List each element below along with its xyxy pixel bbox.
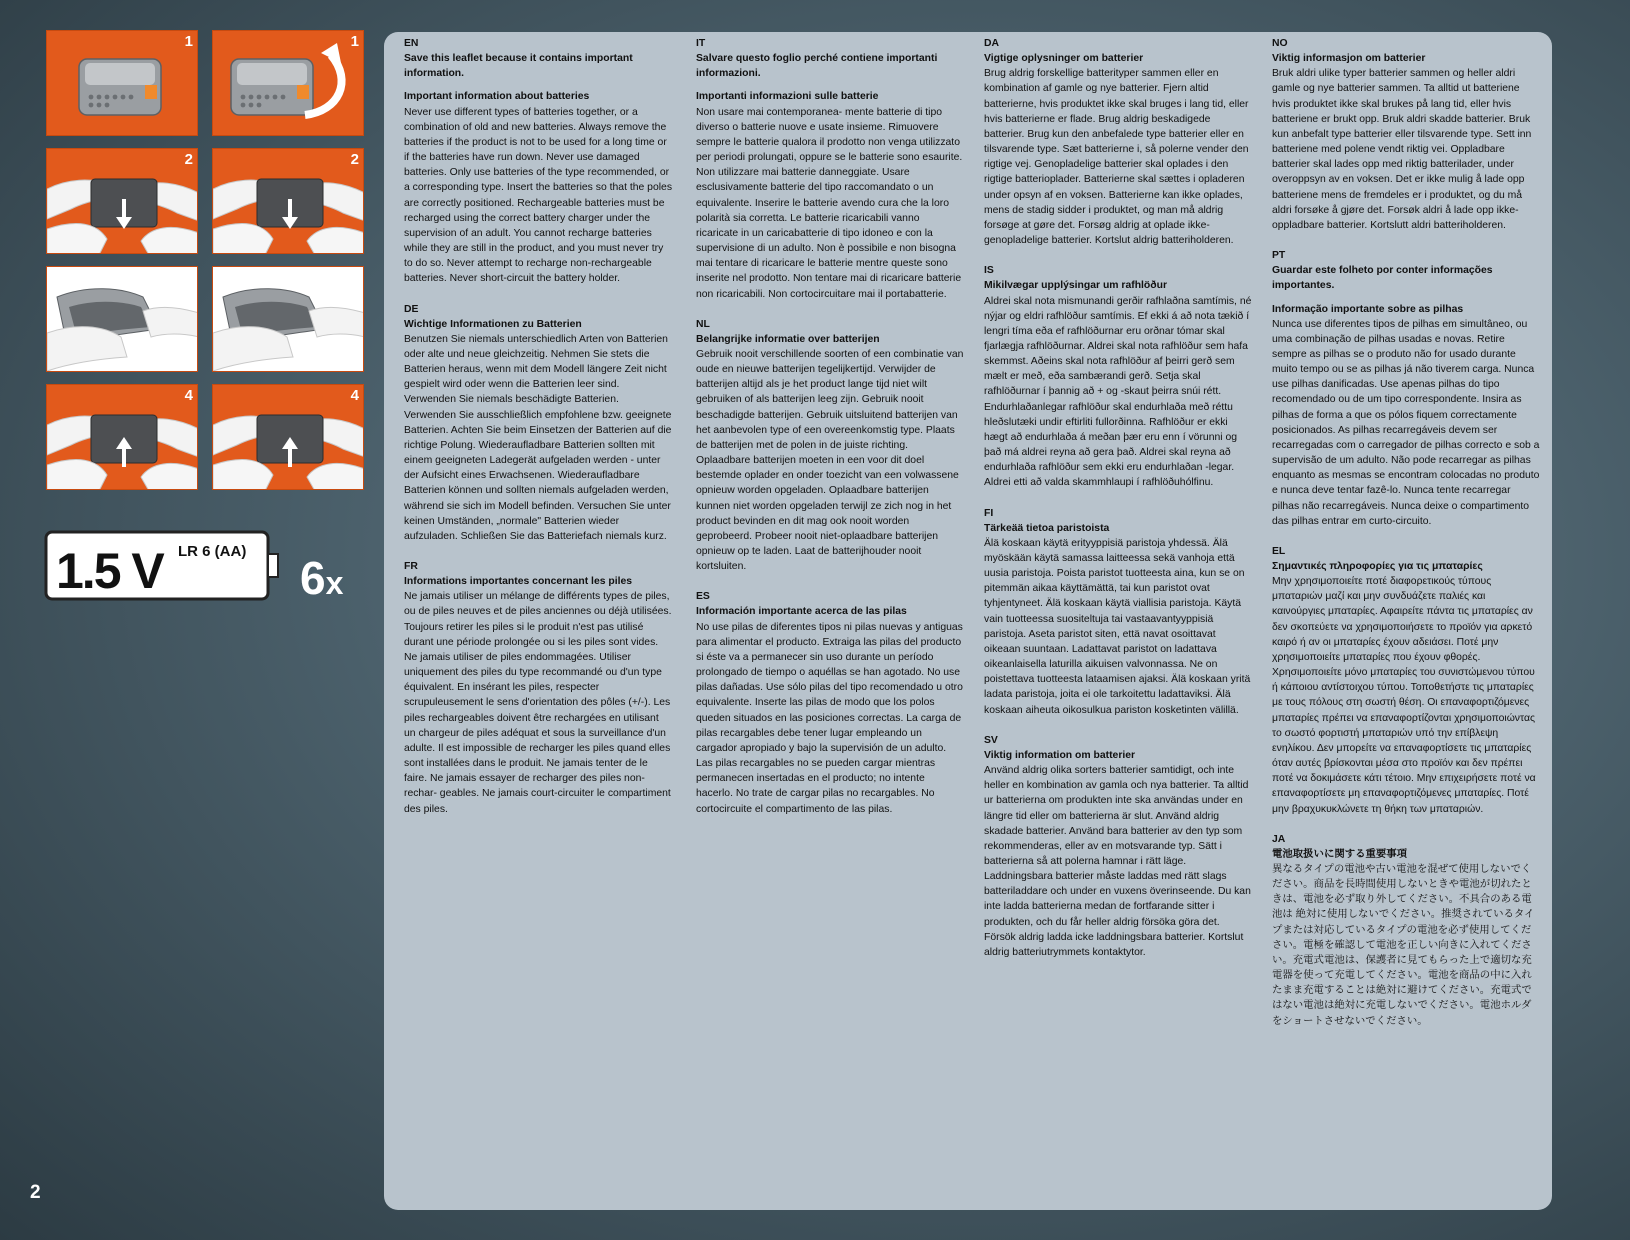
section-pt bbox=[1272, 248, 1540, 529]
language-code: ES bbox=[696, 591, 710, 603]
language-code: JA bbox=[1272, 833, 1286, 845]
section-fi bbox=[984, 506, 1252, 718]
section-title: Vigtige oplysninger om batterier bbox=[984, 53, 1144, 65]
language-code: NL bbox=[696, 318, 710, 330]
step-panel bbox=[212, 30, 364, 136]
step-panel bbox=[212, 148, 364, 254]
step-number: 3 bbox=[184, 269, 193, 286]
hands-slide-up-icon bbox=[47, 385, 198, 490]
text-column-3 bbox=[984, 36, 1252, 975]
page-number: 2 bbox=[30, 1182, 41, 1203]
text-column-4 bbox=[1272, 36, 1540, 1044]
section-body: Brug aldrig forskellige batterityper sammen eller en kombination af gamle og nye batterier. Fjern altid batterierne, hvis produktet ikke skal bruges i lang tid, eller hvis batterierne er flade. Brug aldrig beskadigede batterier. Brug kun den anbefalede type batterier eller en tilsvarende type. Sæt batterierne i, så polerne vender den rigtige vej. Genopladelige batterier skal oplades i den rigtige batterioplader. Batterierne skal sættes i opladeren under opsyn af en voksen. Batterierne kan ikke oplades, mens de stadig sidder i produktet, og man må aldrig forsøge at gøre det. Forsøg aldrig at oplade ikke-genopladelige batterier. Kortslut aldrig batteriholderen. bbox=[984, 68, 1249, 247]
hands-insert-batteries-icon bbox=[47, 267, 198, 372]
section-body: Benutzen Sie niemals unterschiedlich Arten von Batterien oder alte und neue gleichzeitig. Nehmen Sie stets die Batterien heraus, wenn mit dem Modell längere Zeit nicht gespielt wird oder wenn die Batterien leer sind. Verwenden Sie niemals beschädigte Batterien. Verwenden Sie ausschließlich empfohlene bzw. geeignete Batterien. Achten Sie beim Einsetzen der Batterien auf die richtige Polung. Wiederaufladbare Batterien sollten mit einem geeigneten Ladegerät aufgeladen werden - unter der Aufsicht eines Erwachsenen. Wiederaufladbare Batterien können und sollten niemals aufgeladen werden, während sie sich im Modell befinden. Versuchen Sie unter keinen Umständen, „normale" Batterien wieder aufzuladen. Schließen Sie das Batteriefach niemals kurz. bbox=[404, 333, 672, 542]
section-title: Important information about batteries bbox=[404, 91, 590, 103]
section-body: Använd aldrig olika sorters batterier samtidigt, och inte heller en kombination av gamla och nya batterier. Ta alltid ur batterierna om produkten inte ska användas under en längre tid eller om batterierna är slut. Använd aldrig skadade batterier. Använd bara batterier av den typ som rekommenderas, eller av en motsvarande typ. Sätt i batterierna så att polerna hamnar i rätt läge. Laddningsbara batterier måste laddas med rätt slags batteriladdare och under en vuxens överinseende. Du kan inte ladda batterierna medan de fortfarande sitter i produkten, och du får heller aldrig försöka göra det. Försök aldrig ladda icke laddningsbara batterier. Kortslut aldrig batteriutrymmets kontaktytor. bbox=[984, 765, 1251, 958]
section-body: Non usare mai contemporanea- mente batterie di tipo diverso o batterie nuove e usate insieme. Rimuovere sempre le batterie qualora il prodotto non venga utilizzato per periodi prolungati, oppure se le batterie sono esaurite. Non utilizzare mai batterie danneggiate. Usare esclusivamente batterie del tipo raccomandato o un equivalente. Inserire le batterie avendo cura che la loro polarità sia corretta. Le batterie ricaricabili vanno ricaricate in un caricabatterie di tipo idoneo e con la supervisione di un adulto. Non è possibile e non bisogna mai tentare di ricaricare le batterie mentre queste sono inserite nel prodotto. Non tentare mai di ricaricare batterie non ricaricabili. Non cortocircuitare mai il portabatterie. bbox=[696, 106, 963, 300]
battery-voltage: 1.5 V bbox=[56, 543, 163, 599]
step-number: 1 bbox=[184, 33, 193, 50]
section-no bbox=[1272, 36, 1540, 233]
step-panel bbox=[46, 30, 198, 136]
step-number: 4 bbox=[184, 387, 193, 404]
step-number: 2 bbox=[184, 151, 193, 168]
step-panel bbox=[46, 384, 198, 490]
section-title: Informations importantes concernant les piles bbox=[404, 576, 633, 588]
section-title: Información importante acerca de las pilas bbox=[696, 606, 907, 618]
section-body: Bruk aldri ulike typer batterier sammen og heller aldri gamle og nye batterier sammen. Ta alltid ut batteriene hvis produktet ikke skal brukes på lang tid, eller hvis batteriene er brukt opp. Bruk aldri skadde batterier. Bruk kun anbefalt type batterier eller tilsvarende type. Sett inn batteriene med polene vendt riktig vei. Oppladbare batterier skal lades opp med riktig batterilader, under overoppsyn av en voksen. Det er ikke mulig å lade opp batteriene mens de fremdeles er i produktet, og du må aldri forsøke å gjøre det. Forsøk aldri å lade opp ikke-oppladbare batterier. Kortslutt aldri batteriholderen. bbox=[1272, 68, 1532, 231]
battery-box-rotate-icon bbox=[213, 31, 364, 136]
section-title: Belangrijke informatie over batterijen bbox=[696, 333, 880, 345]
section-title: Importanti informazioni sulle batterie bbox=[696, 91, 879, 103]
section-title: Σημαντικές πληροφορίες για τις μπαταρίες bbox=[1272, 561, 1483, 572]
battery-icon bbox=[44, 530, 280, 601]
section-el bbox=[1272, 544, 1540, 817]
text-column-1 bbox=[404, 36, 672, 832]
section-da bbox=[984, 36, 1252, 248]
hands-slide-down-icon bbox=[47, 149, 198, 254]
section-title: Wichtige Informationen zu Batterien bbox=[404, 318, 582, 330]
section-title: Viktig informasjon om batterier bbox=[1272, 53, 1426, 65]
hands-slide-down-icon bbox=[213, 149, 364, 254]
section-body: Aldrei skal nota mismunandi gerðir rafhlaðna samtímis, né nýjar og eldri rafhlöður samtímis. Ef ekki á að nota tækið í lengri tíma eða ef rafhlöðurnar eru orðnar tómar skal fjarlægja rafhlöðurnar. Aldrei skal nota rafhlöður sem hafa skemmst. Aðeins skal nota rafhlöður af þeirri gerð sem mælt er með, eða sambærandi gerð. Setja skal rafhlöðurnar í þannig að + og -skaut þeirra snúi rétt. Endurhlaðanlegar rafhlöður skal endurhlaða með réttu hleðslutæki undir eftirliti fullorðinna. Rafhlöður er ekki hægt að endurhlaða á meðan þær eru enn í vörunni og það má aldrei reyna að gera það. Aldrei skal reyna að endurhlaða rafhlöður sem ekki eru endurhlaðan -legar. Aldrei etti að valda skammhlaupi í rafhlöðuhólfinu. bbox=[984, 295, 1252, 489]
section-body: 異なるタイプの電池や古い電池を混ぜて使用しないでください。商品を長時間使用しないときや電池が切れたときは、電池を必ず取り外してください。不具合のある電池は 絶対に使用しないでください。推奨されているタイプまたは対応しているタイプの電池を必ず使用してください。電極を確認して電池を正しい向きに入れてください。充電式電池は、保護者に見てもらった上で適切な充電器を使って充電してください。電池を商品の中に入れたまま充電することは絶対に避けてください。充電式ではない電池は絶対に充電しないでください。電池ホルダをショートさせないでください。 bbox=[1272, 863, 1535, 1027]
language-code: NO bbox=[1272, 38, 1288, 49]
step-number: 1 bbox=[350, 33, 359, 50]
step-number: 3 bbox=[350, 269, 359, 286]
step-panel bbox=[46, 266, 198, 372]
language-code: DA bbox=[984, 38, 1000, 49]
section-body: Älä koskaan käytä erityyppisiä paristoja yhdessä. Älä myöskään käytä samassa laitteessa sekä vanhoja että uusia paristoja. Poista paristot tuotteesta aina, kun se on pitemmän aikaa käyttämättä, tai kun paristot ovat tyhjentyneet. Älä koskaan käytä viallisia paristoja. Käytä vain tuotteessa suositeltuja tai vastaavantyyppisiä paristoja. Aseta paristot siten, että navat osoittavat oikeaan suuntaan. Ladattavat paristot on ladattava oikeanlaisella laturilla aikuisen valvonnassa. Ne on poistettava tuotteesta lataamisen ajaksi. Älä koskaan yritä ladata paristoja, joita ei ole tarkoitettu ladattaviksi. Älä koskaan aiheuta oikosulkua pariston kosketinten välillä. bbox=[984, 537, 1251, 716]
step-number: 2 bbox=[350, 151, 359, 168]
section-title: Tärkeää tietoa paristoista bbox=[984, 522, 1110, 534]
section-de bbox=[404, 302, 672, 545]
text-column-2 bbox=[696, 36, 964, 832]
language-code: FR bbox=[404, 561, 418, 572]
hands-insert-batteries-icon bbox=[213, 267, 364, 372]
battery-count-number: 6 bbox=[300, 552, 326, 604]
language-code: EN bbox=[404, 38, 419, 49]
step-number: 4 bbox=[350, 387, 359, 404]
safety-text-panel bbox=[384, 32, 1552, 1210]
section-intro: Save this leaflet because it contains important information. bbox=[404, 53, 633, 80]
section-body: Never use different types of batteries together, or a combination of old and new batteries. Always remove the batteries if the product is not to be used for a long time or if the batteries have run down. Never use damaged batteries. Only use batteries of the type recommended, or a corresponding type. Insert the batteries so that the poles are correctly positioned. Rechargeable batteries must be recharged using the correct battery charger under the supervision of an adult. You cannot recharge batteries while they are still in the product, and you must never try to do so. Never attempt to recharge non-rechargeable batteries. Never short-circuit the battery holder. bbox=[404, 106, 673, 285]
section-intro: Guardar este folheto por conter informações importantes. bbox=[1272, 265, 1493, 292]
step-panel bbox=[212, 266, 364, 372]
section-body: Nunca use diferentes tipos de pilhas em simultâneo, ou uma combinação de pilhas usadas e novas. Retire sempre as pilhas se o produto não for usado durante muito tempo ou se as pilhas já não tiverem carga. Nunca use pilhas danificadas. Use apenas pilhas do tipo recomendado ou de um tipo correspondente. Insira as pilhas de forma a que os pólos fiquem correctamente posicionados. As pilhas recarregáveis devem ser recarregadas com o carregador de pilhas correcto e sob a supervisão de um adulto. Não pode recarregar as pilhas enquanto as mesmas se encontram colocadas no produto e nunca deve tentar fazê-lo. Nunca tente recarregar pilhas não recarregáveis. Nunca deixe o compartimento das pilhas entrar em curto-circuito. bbox=[1272, 318, 1540, 527]
section-it bbox=[696, 36, 964, 302]
language-code: SV bbox=[984, 734, 998, 746]
section-fr bbox=[404, 559, 672, 817]
section-body: Μην χρησιμοποιείτε ποτέ διαφορετικούς τύπους μπαταριών μαζί και μην συνδυάζετε παλιές και καινούργιες μπαταρίες. Αφαιρείτε πάντα τις μπαταρίες αν δεν σκοπεύετε να χρησιμοποιήσετε το προϊόν για αρκετό καιρό ή αν οι μπαταρίες έχουν αδειάσει. Ποτέ μην χρησιμοποιείτε μπαταρίες που έχουν φθορές. Χρησιμοποιείτε μόνο μπαταρίες του συνιστώμενου τύπου ή κάποιου αντίστοιχου τύπου. Τοποθετήστε τις μπαταρίες με τους πόλους στη σωστή θέση. Οι επαναφορτιζόμενες μπαταρίες πρέπει να επαναφορτίζονται χρησιμοποιώντας το σωστό φορτιστή μπαταριών υπό την επίβλεψη ενηλίκου. Δεν μπορείτε να επαναφορτίσετε τις μπαταρίες όταν αυτές βρίσκονται μέσα στο προϊόν και δεν πρέπει ποτέ να δοκιμάσετε κάτι τέτοιο. Μην επιχειρήσετε ποτέ να επαναφορτίσετε μη επαναφορτιζόμενες μπαταρίες. Ποτέ μην βραχυκυκλώνετε τη θήκη των μπαταριών. bbox=[1272, 576, 1536, 815]
language-code: PT bbox=[1272, 250, 1286, 262]
section-intro: Salvare questo foglio perché contiene importanti informazioni. bbox=[696, 53, 938, 80]
battery-type: LR 6 (AA) bbox=[178, 543, 247, 560]
section-body: Gebruik nooit verschillende soorten of een combinatie van oude en nieuwe batterijen tegelijkertijd. Verwijder de batterijen altijd als je het product lange tijd niet wilt gebruiken of als batterijen leeg zijn. Gebruik nooit beschadigde batterijen. Gebruik uitsluitend batterijen van het aanbevolen type of een overeenkomstig type. Plaats de batterijen met de polen in de juiste richting. Oplaadbare batterijen moeten in een voor dit doel bestemde oplader en onder toezicht van een volwassene opnieuw worden opgeladen. Oplaadbare batterijen kunnen niet worden opgeladen terwijl ze zich nog in het product bevinden en dit mag ook nooit worden geprobeerd. Probeer nooit niet-oplaadbare batterijen opnieuw op te laden. Laat de batterijhouder nooit kortsluiten. bbox=[696, 348, 964, 573]
section-title: 電池取扱いに関する重要事項 bbox=[1272, 848, 1408, 860]
section-body: No use pilas de diferentes tipos ni pilas nuevas y antiguas para alimentar el producto. Extraiga las pilas del producto si éste va a permanecer sin uso durante un período prolongado de tiempo o aquéllas se han agotado. No use pilas dañadas. Use sólo pilas del tipo recomendado u otro equivalente. Inserte las pilas de modo que los polos queden situados en las posiciones correctas. La carga de pilas recargables debe tener lugar empleando un cargador apropiado y bajo la supervisión de un adulto. Las pilas recargables no se pueden cargar mientras permanecen insertadas en el producto; no intente hacerlo. No trate de cargar pilas no recargables. No cortocircuite el compartimento de las pilas. bbox=[696, 621, 963, 815]
section-title: Informação importante sobre as pilhas bbox=[1272, 303, 1464, 315]
section-title: Viktig information om batterier bbox=[984, 749, 1136, 761]
section-body: Ne jamais utiliser un mélange de différents types de piles, ou de piles neuves et de piles anciennes ou déjà utilisées. Toujours retirer les piles si le produit n'est pas utilisé durant une période prolongée ou si les piles sont vides. Ne jamais utiliser de piles endommagées. Utiliser uniquement des piles du type recommandé ou d'un type équivalent. En insérant les piles, respecter scrupuleusement le sens d'orientation des pôles (+/-). Les piles rechargeables doivent être rechargées en utilisant un chargeur de piles adéquat et sous la surveillance d'un adulte. Il est impossible de recharger les piles quand elles sont installées dans le produit. Ne jamais tenter de le faire. Ne jamais essayer de recharger des piles non-rechar- geables. Ne jamais court-circuiter le compartiment des piles. bbox=[404, 591, 672, 815]
language-code: EL bbox=[1272, 545, 1286, 557]
hands-slide-up-icon bbox=[213, 385, 364, 490]
section-en bbox=[404, 36, 672, 287]
language-code: IT bbox=[696, 38, 706, 49]
section-nl bbox=[696, 317, 964, 575]
section-title: Mikilvægar upplýsingar um rafhlöður bbox=[984, 280, 1168, 292]
battery-count bbox=[300, 551, 343, 605]
step-panel bbox=[46, 148, 198, 254]
step-panel bbox=[212, 384, 364, 490]
battery-box-closed-icon bbox=[47, 31, 198, 136]
section-es bbox=[696, 589, 964, 816]
language-code: IS bbox=[984, 265, 994, 277]
language-code: DE bbox=[404, 303, 419, 315]
section-sv bbox=[984, 733, 1252, 960]
battery-count-suffix: x bbox=[325, 565, 344, 601]
section-ja bbox=[1272, 832, 1540, 1029]
section-is bbox=[984, 263, 1252, 490]
language-code: FI bbox=[984, 507, 994, 519]
